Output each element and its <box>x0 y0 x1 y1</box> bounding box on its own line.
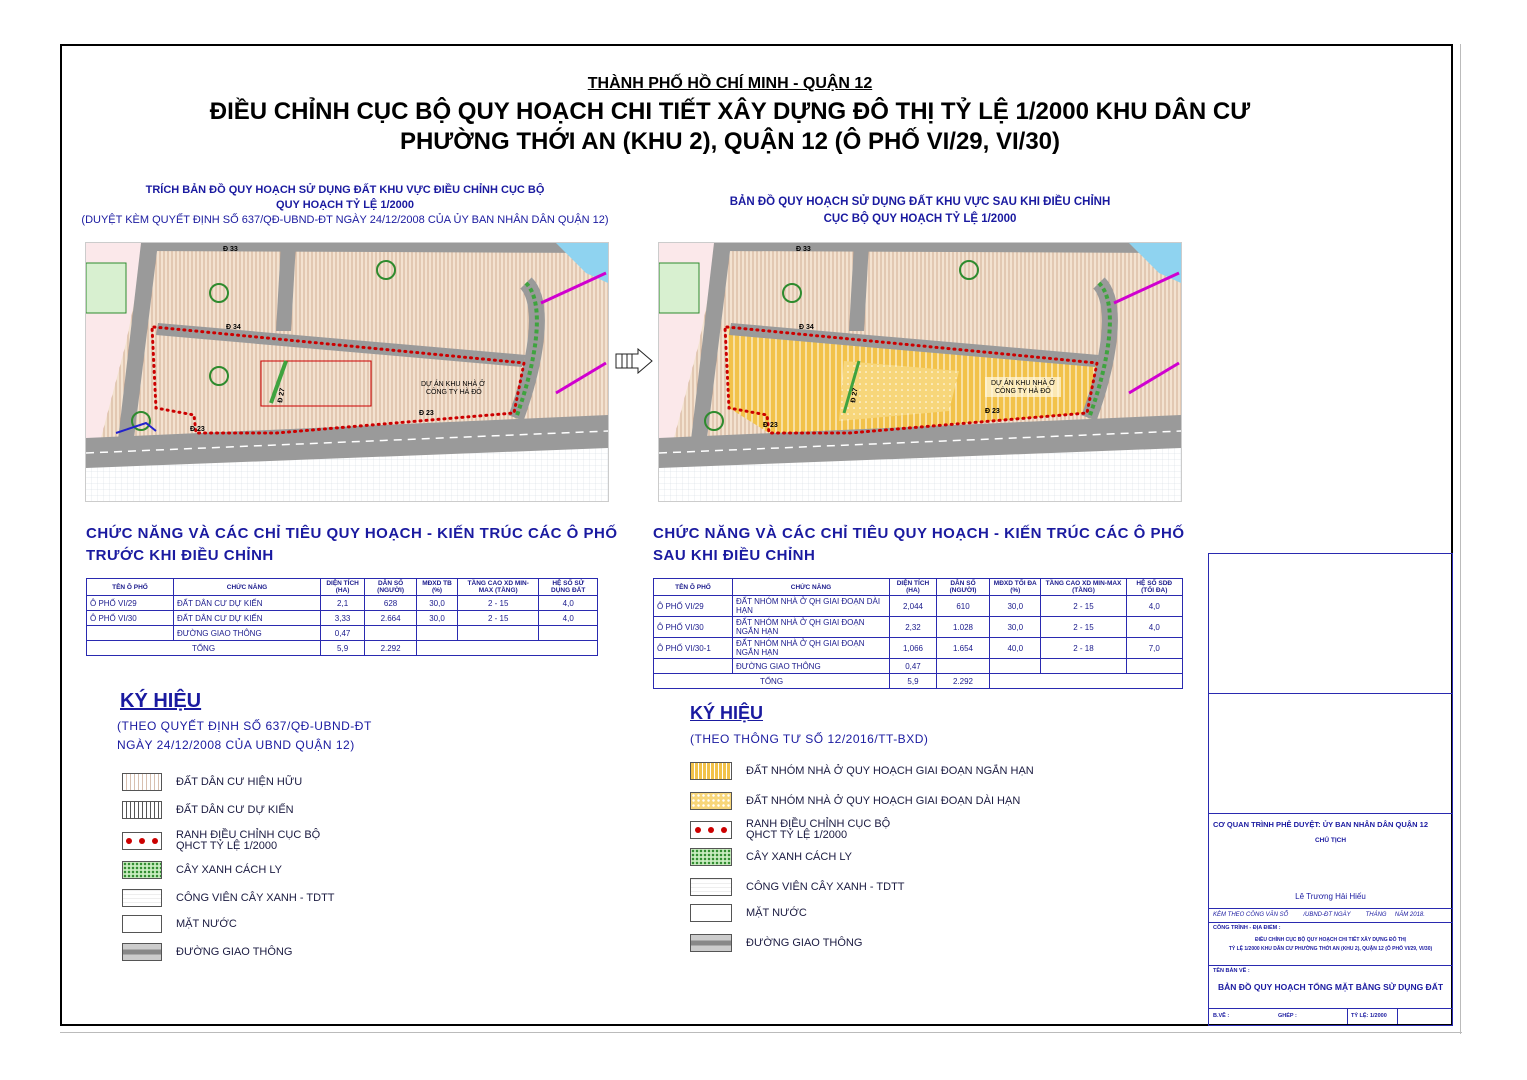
table-cell: ĐẤT NHÓM NHÀ Ở QH GIAI ĐOẠN DÀI HẠN <box>733 596 890 617</box>
table-cell: TỔNG <box>87 641 321 656</box>
table-cell: 2 - 15 <box>458 611 539 626</box>
table-cell <box>417 641 598 656</box>
table-cell: ĐẤT NHÓM NHÀ Ở QH GIAI ĐOẠN NGẮN HẠN <box>733 638 890 659</box>
legend-item <box>122 942 422 962</box>
right-label-d27: Đ 27 <box>850 387 860 404</box>
table-cell: ĐẤT DÂN CƯ DỰ KIẾN <box>174 596 321 611</box>
legend-label: CÔNG VIÊN CÂY XANH - TDTT <box>176 892 335 904</box>
left-legend-title: KÝ HIỆU <box>120 690 202 712</box>
table-cell: 4,0 <box>539 596 598 611</box>
table-cell <box>365 626 417 641</box>
col-header: HỆ SỐ SDĐ (TỐI ĐA) <box>1126 579 1183 596</box>
legend-item <box>690 791 1090 811</box>
divider <box>1208 922 1453 923</box>
legend-item <box>122 828 422 854</box>
divider <box>1347 1008 1348 1024</box>
swatch-green-buffer <box>122 861 162 879</box>
right-legend-items <box>690 761 1090 953</box>
right-criteria-table <box>653 578 1183 689</box>
right-label-d33: Đ 33 <box>796 246 811 253</box>
legend-label: RANH ĐIỀU CHỈNH CỤC BỘ <box>176 829 321 841</box>
table-cell: 1.654 <box>936 638 989 659</box>
legend-label: QHCT TỶ LỆ 1/2000 <box>176 840 278 852</box>
table-cell: 628 <box>365 596 417 611</box>
right-project-1: DỰ ÁN KHU NHÀ Ở <box>991 380 1056 387</box>
right-map-title <box>655 194 1185 228</box>
legend-item <box>122 888 422 908</box>
left-label-d23a: Đ 23 <box>419 410 434 417</box>
right-map-title-1: BẢN ĐỒ QUY HOẠCH SỬ DỤNG ĐẤT KHU VỰC SAU KHI ĐIỀU CHỈNH <box>729 196 1111 208</box>
swatch-water <box>690 904 732 922</box>
left-label-d27: Đ 27 <box>277 387 287 404</box>
table-cell: 30,0 <box>417 596 458 611</box>
legend-label: ĐƯỜNG GIAO THÔNG <box>176 946 293 958</box>
scale-label: TỶ LỆ: 1/2000 <box>1351 1013 1387 1019</box>
legend-item <box>122 914 422 934</box>
legend-item <box>122 800 422 820</box>
table-cell: 40,0 <box>990 638 1041 659</box>
legend-label: ĐẤT DÂN CƯ DỰ KIẾN <box>176 804 294 816</box>
table-cell: 30,0 <box>990 596 1041 617</box>
table-cell: 2 - 15 <box>1041 617 1126 638</box>
left-section-heading <box>86 523 618 567</box>
left-planning-map <box>85 242 609 502</box>
table-row <box>87 611 598 626</box>
swatch-water <box>122 915 162 933</box>
table-cell: Ô PHỐ VI/29 <box>654 596 733 617</box>
main-title-line1: ĐIỀU CHỈNH CỤC BỘ QUY HOẠCH CHI TIẾT XÂY DỰNG ĐÔ THỊ TỶ LỆ 1/2000 KHU DÂN CƯ <box>209 98 1251 125</box>
legend-label-group <box>176 830 320 852</box>
col-header: DIỆN TÍCH (HA) <box>890 579 937 596</box>
legend-item <box>122 772 422 792</box>
left-label-d33: Đ 33 <box>223 246 238 253</box>
table-cell <box>936 659 989 674</box>
legend-label: ĐƯỜNG GIAO THÔNG <box>746 937 863 949</box>
right-map-title-2: CỤC BỘ QUY HOẠCH TỶ LỆ 1/2000 <box>823 213 1017 225</box>
swatch-green-buffer <box>690 848 732 866</box>
legend-label: MẶT NƯỚC <box>746 907 807 919</box>
table-row <box>87 596 598 611</box>
table-total-row <box>87 641 598 656</box>
left-project-1: DỰ ÁN KHU NHÀ Ở <box>421 381 486 388</box>
divider <box>1208 813 1453 814</box>
table-cell: ĐẤT DÂN CƯ DỰ KIẾN <box>174 611 321 626</box>
left-map-title-1: TRÍCH BẢN ĐỒ QUY HOẠCH SỬ DỤNG ĐẤT KHU VỰC ĐIỀU CHỈNH CỤC BỘ <box>145 184 545 196</box>
table-cell <box>990 659 1041 674</box>
table-cell: Ô PHỐ VI/30-1 <box>654 638 733 659</box>
drawing-label: TÊN BẢN VẼ : <box>1213 968 1250 974</box>
right-label-d23a: Đ 23 <box>985 408 1000 415</box>
left-map-title-3: (DUYỆT KÈM QUYẾT ĐỊNH SỐ 637/QĐ-UBND-ĐT NGÀY 24/12/2008 CỦA ỦY BAN NHÂN DÂN QUẬN 12) <box>81 214 609 226</box>
table-cell <box>87 626 174 641</box>
legend-label: RANH ĐIỀU CHỈNH CỤC BỘ <box>746 818 891 830</box>
col-header: MĐXD TB (%) <box>417 579 458 596</box>
swatch-boundary <box>122 832 162 850</box>
right-label-d23b: Đ 23 <box>763 422 778 429</box>
table-cell: 30,0 <box>990 617 1041 638</box>
divider <box>1208 965 1453 966</box>
table-row <box>654 659 1183 674</box>
table-cell: 0,47 <box>890 659 937 674</box>
legend-label: MẶT NƯỚC <box>176 918 237 930</box>
table-cell <box>990 674 1183 689</box>
right-project-2: CÔNG TY HÀ ĐÔ <box>995 388 1051 395</box>
left-legend-items <box>122 772 422 962</box>
col-header: CHỨC NĂNG <box>733 579 890 596</box>
table-cell: 5,9 <box>890 674 937 689</box>
col-header: TẦNG CAO XD MIN-MAX (TẦNG) <box>458 579 539 596</box>
col-header: MĐXD TỐI ĐA (%) <box>990 579 1041 596</box>
swatch-road <box>122 943 162 961</box>
table-cell: 30,0 <box>417 611 458 626</box>
table-cell: 4,0 <box>1126 617 1183 638</box>
legend-item <box>690 933 1090 953</box>
left-map-title <box>80 183 610 228</box>
legend-label: ĐẤT NHÓM NHÀ Ở QUY HOẠCH GIAI ĐOẠN DÀI HẠN <box>746 795 1021 807</box>
table-cell <box>417 626 458 641</box>
table-cell: 2.292 <box>365 641 417 656</box>
ghep-label: GHÉP : <box>1278 1013 1297 1019</box>
legend-item <box>122 860 422 880</box>
table-cell: 5,9 <box>321 641 365 656</box>
swatch-park <box>690 878 732 896</box>
col-header: DIỆN TÍCH (HA) <box>321 579 365 596</box>
right-legend-sub1: (THEO THÔNG TƯ SỐ 12/2016/TT-BXD) <box>690 732 929 746</box>
table-cell: 2.664 <box>365 611 417 626</box>
left-legend-sub1: (THEO QUYẾT ĐỊNH SỐ 637/QĐ-UBND-ĐT <box>117 719 372 733</box>
legend-label: ĐẤT DÂN CƯ HIỆN HỮU <box>176 776 303 788</box>
table-cell: 2 - 15 <box>458 596 539 611</box>
drawing-name: BẢN ĐỒ QUY HOẠCH TỔNG MẶT BẰNG SỬ DỤNG ĐẤT <box>1217 982 1444 992</box>
table-cell: 4,0 <box>1126 596 1183 617</box>
right-planning-map <box>658 242 1182 502</box>
left-label-d23b: Đ 23 <box>190 426 205 433</box>
right-section-line2: SAU KHI ĐIỀU CHỈNH <box>653 547 816 564</box>
swatch-long-term <box>690 792 732 810</box>
title-block <box>1208 553 1453 1026</box>
table-cell <box>1126 659 1183 674</box>
table-cell <box>654 659 733 674</box>
legend-item <box>690 903 1090 923</box>
left-legend <box>117 690 372 755</box>
legend-item <box>690 877 1090 897</box>
table-row <box>654 596 1183 617</box>
table-cell: 2 - 15 <box>1041 596 1126 617</box>
legend-label: QHCT TỶ LỆ 1/2000 <box>746 829 848 841</box>
col-header: HỆ SỐ SỬ DỤNG ĐẤT <box>539 579 598 596</box>
legend-label: CÂY XANH CÁCH LY <box>176 864 282 876</box>
main-title-line2: PHƯỜNG THỚI AN (KHU 2), QUẬN 12 (Ô PHỐ VI/29, VI/30) <box>399 128 1061 155</box>
left-section-line2: TRƯỚC KHI ĐIỀU CHỈNH <box>86 547 274 564</box>
table-cell: 2,044 <box>890 596 937 617</box>
frame-shadow-bottom <box>60 1032 1462 1033</box>
table-row <box>87 626 598 641</box>
table-cell <box>1041 659 1126 674</box>
col-header: TÊN Ô PHỐ <box>654 579 733 596</box>
table-cell: 0,47 <box>321 626 365 641</box>
table-cell: 610 <box>936 596 989 617</box>
table-cell: 1,066 <box>890 638 937 659</box>
right-label-d34: Đ 34 <box>799 324 814 331</box>
swatch-road <box>690 934 732 952</box>
swatch-park <box>122 889 162 907</box>
table-cell: TỔNG <box>654 674 890 689</box>
table-row <box>654 638 1183 659</box>
legend-label: CÂY XANH CÁCH LY <box>746 851 852 863</box>
legend-item <box>690 847 1090 867</box>
table-cell: 2,32 <box>890 617 937 638</box>
table-cell: 2,1 <box>321 596 365 611</box>
project-label: CÔNG TRÌNH - ĐỊA ĐIỂM : <box>1213 925 1281 931</box>
table-cell: 1.028 <box>936 617 989 638</box>
col-header: TÊN Ô PHỐ <box>87 579 174 596</box>
legend-label: CÔNG VIÊN CÂY XANH - TDTT <box>746 881 905 893</box>
table-cell <box>539 626 598 641</box>
table-cell: Ô PHỐ VI/29 <box>87 596 174 611</box>
right-legend <box>690 703 928 749</box>
swatch-boundary <box>690 821 732 839</box>
col-header: DÂN SỐ (NGƯỜI) <box>936 579 989 596</box>
signer-name: Lê Trương Hải Hiếu <box>1295 892 1366 901</box>
divider <box>1208 908 1453 909</box>
table-header-row <box>654 579 1183 596</box>
left-map-title-2: QUY HOẠCH TỶ LỆ 1/2000 <box>276 199 414 211</box>
right-section-heading <box>653 523 1185 567</box>
frame-shadow-right <box>1460 44 1461 1034</box>
legend-item <box>690 761 1090 781</box>
legend-label-group <box>746 819 890 841</box>
approver-text: CƠ QUAN TRÌNH PHÊ DUYỆT: ỦY BAN NHÂN DÂN QUẬN 12 <box>1213 820 1429 829</box>
table-cell: 2 - 18 <box>1041 638 1126 659</box>
table-cell: 7,0 <box>1126 638 1183 659</box>
table-cell: 3,33 <box>321 611 365 626</box>
table-cell: ĐƯỜNG GIAO THÔNG <box>733 659 890 674</box>
arrow-right-icon <box>614 348 654 374</box>
col-header: TẦNG CAO XD MIN-MAX (TẦNG) <box>1041 579 1126 596</box>
table-cell: 2.292 <box>936 674 989 689</box>
swatch-planned-residential <box>122 801 162 819</box>
divider <box>1397 1008 1398 1024</box>
project-line2: TỶ LỆ 1/2000 KHU DÂN CƯ PHƯỜNG THỚI AN (KHU 2), QUẬN 12 (Ô PHỐ VI/29, VI/30) <box>1228 946 1433 952</box>
table-total-row <box>654 674 1183 689</box>
table-cell: Ô PHỐ VI/30 <box>87 611 174 626</box>
attach-text: KÈM THEO CÔNG VĂN SỐ /UBND-ĐT NGÀY THÁNG NĂM 2018. <box>1213 912 1425 918</box>
col-header: DÂN SỐ (NGƯỜI) <box>365 579 417 596</box>
legend-item <box>690 817 1090 843</box>
swatch-existing-residential <box>122 773 162 791</box>
role-text: CHỦ TỊCH <box>1314 837 1347 844</box>
table-cell: ĐƯỜNG GIAO THÔNG <box>174 626 321 641</box>
legend-label: ĐẤT NHÓM NHÀ Ở QUY HOẠCH GIAI ĐOẠN NGẮN HẠN <box>746 765 1034 777</box>
right-section-line1: CHỨC NĂNG VÀ CÁC CHỈ TIÊU QUY HOẠCH - KIẾN TRÚC CÁC Ô PHỐ <box>653 525 1185 542</box>
left-legend-sub2: NGÀY 24/12/2008 CỦA UBND QUẬN 12) <box>117 738 355 752</box>
col-header: CHỨC NĂNG <box>174 579 321 596</box>
table-header-row <box>87 579 598 596</box>
project-line1: ĐIỀU CHỈNH CỤC BỘ QUY HOẠCH CHI TIẾT XÂY DỰNG ĐÔ THỊ <box>1255 937 1406 943</box>
right-legend-title: KÝ HIỆU <box>690 703 764 723</box>
table-cell <box>458 626 539 641</box>
main-title <box>0 97 1460 157</box>
table-row <box>654 617 1183 638</box>
left-project-2: CÔNG TY HÀ ĐÔ <box>426 389 482 396</box>
bve-label: B.VẼ : <box>1213 1013 1230 1019</box>
divider <box>1208 1008 1453 1009</box>
table-cell: 4,0 <box>539 611 598 626</box>
divider <box>1208 693 1453 694</box>
left-label-d34: Đ 34 <box>226 324 241 331</box>
left-section-line1: CHỨC NĂNG VÀ CÁC CHỈ TIÊU QUY HOẠCH - KIẾN TRÚC CÁC Ô PHỐ <box>86 525 618 542</box>
city-heading: THÀNH PHỐ HỒ CHÍ MINH - QUẬN 12 <box>587 75 873 92</box>
left-criteria-table <box>86 578 598 656</box>
swatch-short-term <box>690 762 732 780</box>
table-cell: ĐẤT NHÓM NHÀ Ở QH GIAI ĐOẠN NGẮN HẠN <box>733 617 890 638</box>
table-cell: Ô PHỐ VI/30 <box>654 617 733 638</box>
